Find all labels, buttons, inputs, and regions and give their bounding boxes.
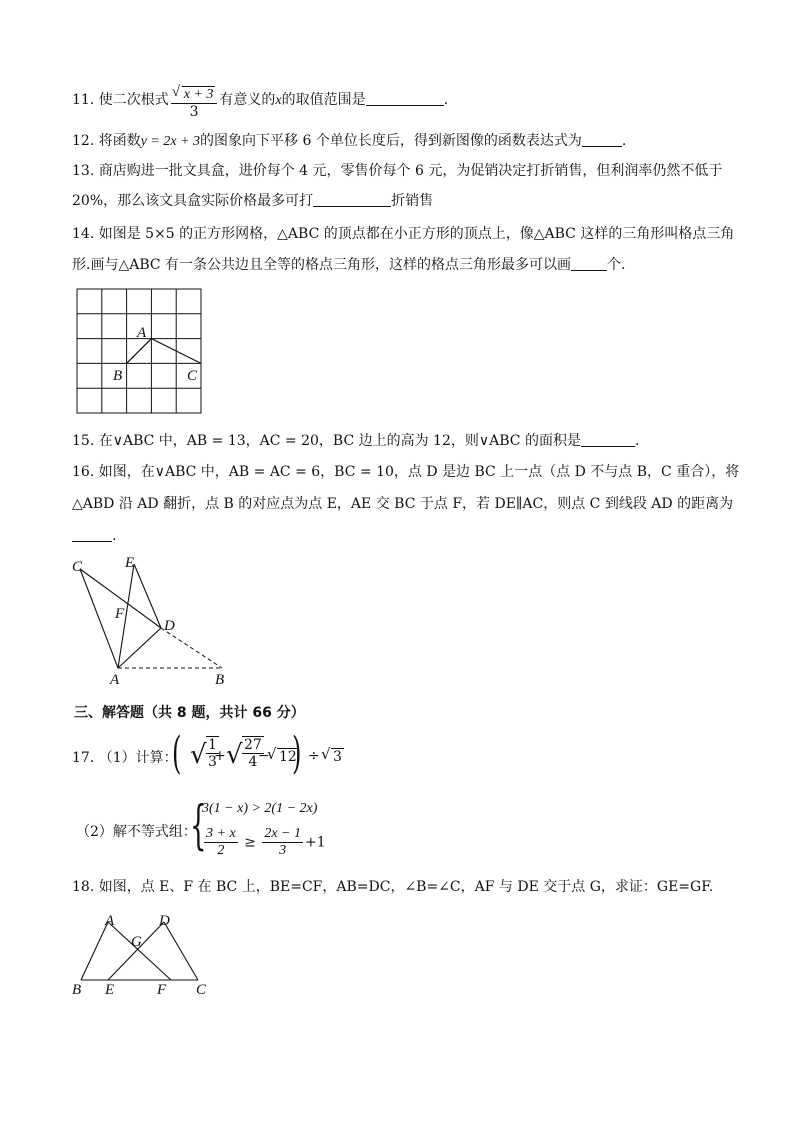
question-number: 14. <box>72 226 95 242</box>
answer-blank[interactable] <box>582 132 622 147</box>
fold-figure <box>66 554 236 688</box>
label-b: B <box>72 982 82 998</box>
inequality-system <box>190 796 350 866</box>
question-number: 15. <box>72 433 95 449</box>
question-14-line-1: 14. 如图是 5×5 的正方形网格，△ABC 的顶点都在小正方形的顶点上，像△ABC 这样的三角形叫格点三角 <box>72 226 735 242</box>
question-16-line-3: . <box>72 527 116 545</box>
fraction-denominator: 3 <box>189 104 199 120</box>
label-f: F <box>157 982 167 998</box>
label-c: C <box>196 982 207 998</box>
triangles-figure <box>68 908 218 1000</box>
fraction-numerator: √ x + 3 <box>171 86 218 104</box>
label-f: F <box>115 606 125 622</box>
question-17-part-2: （2）解不等式组： <box>76 824 197 840</box>
sqrt-12: √ 12 <box>277 748 299 765</box>
label-a: A <box>110 672 120 688</box>
sqrt-3: √ 3 <box>331 748 344 765</box>
question-14-line-2: 形.画与△ABC 有一条公共边且全等的格点三角形，这样的格点三角形最多可以画 个. <box>72 257 626 273</box>
question-13-line-1: 13. 商店购进一批文具盒，进价每个 4 元，零售价每个 6 元，为促销决定打折销售，但利润率仍然不低于 <box>72 163 723 179</box>
label-b: B <box>215 672 225 688</box>
answer-blank[interactable] <box>571 256 607 271</box>
label-d: D <box>159 913 170 929</box>
function-expression: y = 2x + 3 <box>140 134 201 149</box>
radical-fraction <box>171 86 218 120</box>
section-heading: 三、解答题（共 8 题，共计 66 分） <box>74 705 305 721</box>
inequality-2: $\frac{3 + x}{2}$ ≥ $\frac{2x - 1}{3}$ +1 <box>206 826 326 858</box>
answer-blank[interactable] <box>313 192 391 207</box>
label-e: E <box>125 555 135 571</box>
question-18: 18. 如图，点 E、F 在 BC 上，BE=CF，AB=DC，∠B=∠C，AF 与 DE 交于点 G，求证：GE=GF. <box>72 879 714 895</box>
question-11: 11. 使二次根式 √ $\frac{x + 3}{3}$ 有意义的x的取值范围是 . <box>72 86 448 120</box>
label-c: C <box>187 368 198 384</box>
label-a: A <box>137 325 147 341</box>
question-number: 12. <box>72 133 95 149</box>
question-number: 17. <box>72 750 95 766</box>
answer-blank[interactable] <box>366 91 444 106</box>
triangle-abc <box>127 339 201 364</box>
answer-blank[interactable] <box>581 432 635 447</box>
question-12: 12. 将函数y = 2x + 3的图象向下平移 6 个单位长度后，得到新图像的函数表达式为 . <box>72 133 627 149</box>
figure-lines <box>81 922 198 980</box>
question-13-line-2: 20%，那么该文具盒实际价格最多可打 折销售 <box>72 193 434 209</box>
dashed-lines <box>118 628 222 668</box>
inequality-1: 3(1 − x) > 2(1 − 2x) <box>202 801 318 816</box>
left-brace: { <box>190 796 207 856</box>
label-e: E <box>105 982 115 998</box>
label-a: A <box>105 913 115 929</box>
grid-figure <box>76 288 206 418</box>
question-16-line-2: △ABD 沿 AD 翻折，点 B 的对应点为点 E，AE 交 BC 于点 F，若 DE∥AC，则点 C 到线段 AD 的距离为 <box>72 496 734 512</box>
question-number: 11. <box>72 92 95 108</box>
question-number: 13. <box>72 163 95 179</box>
label-c: C <box>72 559 83 575</box>
left-paren: ( <box>172 728 182 779</box>
right-paren: ) <box>292 728 302 779</box>
answer-blank[interactable] <box>72 527 112 542</box>
question-15: 15. 在∨ABC 中，AB = 13，AC = 20，BC 边上的高为 12，则∨ABC 的面积是 . <box>72 433 640 449</box>
question-16-line-1: 16. 如图，在∨ABC 中，AB = AC = 6，BC = 10，点 D 是边 BC 上一点（点 D 不与点 B，C 重合），将 <box>72 464 740 480</box>
label-d: D <box>164 618 175 634</box>
question-number: 16. <box>72 464 95 480</box>
question-number: 18. <box>72 879 95 895</box>
question-17-part-1: 17. （1）计算： <box>72 750 178 766</box>
question-text: 使二次根式 <box>98 92 169 108</box>
label-g: G <box>131 934 142 950</box>
label-b: B <box>113 368 123 384</box>
